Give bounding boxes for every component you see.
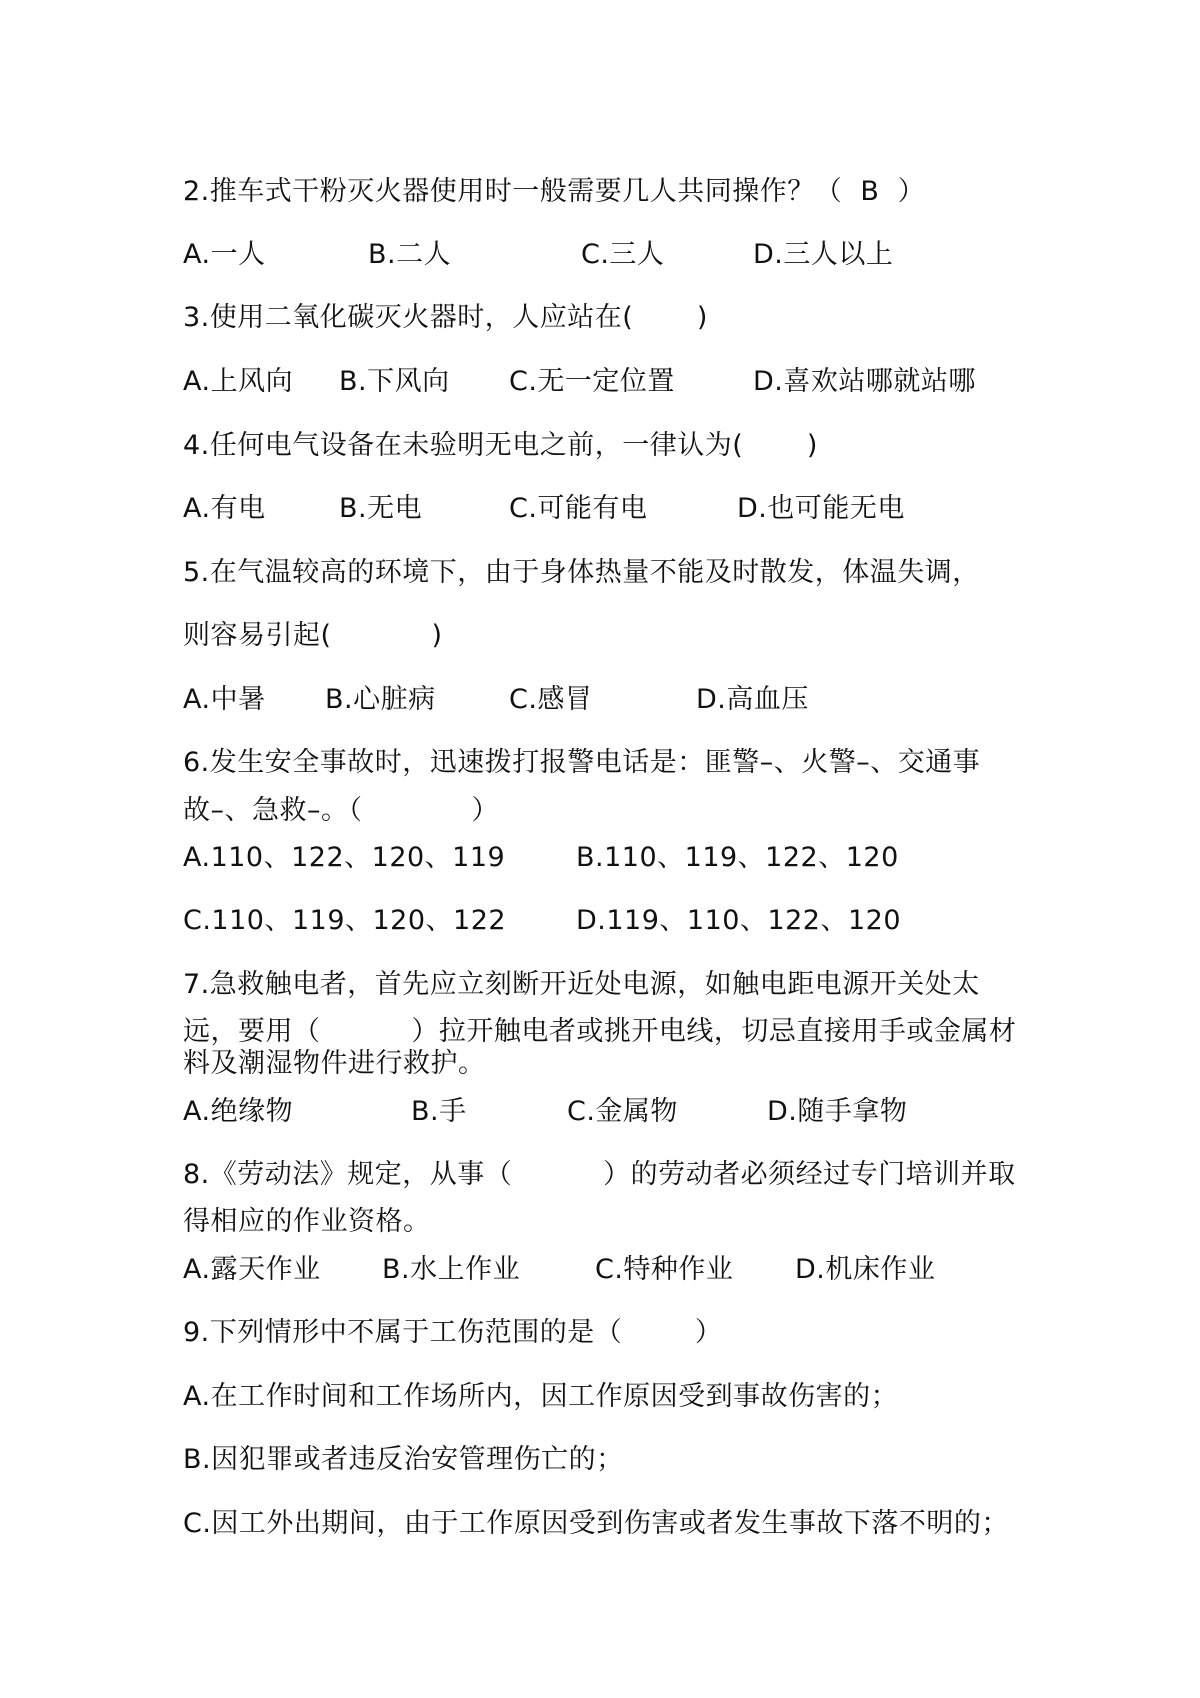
question-4-option-a: A.有电: [183, 493, 266, 524]
question-8-option-c: C.特种作业: [595, 1254, 734, 1285]
question-8-option-b: B.水上作业: [382, 1254, 521, 1285]
question-5-option-a: A.中暑: [183, 684, 266, 715]
question-3-option-c: C.无一定位置: [509, 366, 675, 397]
question-6-option-c: C.110、119、120、122: [183, 905, 507, 936]
question-7-stem-line-2: 远，要用（ ）拉开触电者或挑开电线，切忌直接用手或金属材: [183, 1016, 1017, 1047]
question-9-option-a: A.在工作时间和工作场所内，因工作原因受到事故伤害的；: [183, 1381, 899, 1412]
question-6-option-d: D.119、110、122、120: [576, 905, 902, 936]
question-4-option-c: C.可能有电: [509, 493, 648, 524]
question-7-option-d: D.随手拿物: [767, 1096, 908, 1127]
question-6-option-a: A.110、122、120、119: [183, 842, 506, 873]
question-8-stem-line-1: 8.《劳动法》规定，从事（ ）的劳动者必须经过专门培训并取: [183, 1159, 1016, 1190]
question-9-option-b: B.因犯罪或者违反治安管理伤亡的；: [183, 1444, 624, 1475]
question-4-option-b: B.无电: [339, 493, 423, 524]
question-7-option-c: C.金属物: [567, 1096, 678, 1127]
question-4-stem: 4.任何电气设备在未验明无电之前，一律认为( ): [183, 430, 818, 461]
question-8-option-d: D.机床作业: [795, 1254, 936, 1285]
question-6-option-b: B.110、119、122、120: [576, 842, 899, 873]
question-5-option-d: D.高血压: [696, 684, 809, 715]
question-9-option-c: C.因工外出期间，由于工作原因受到伤害或者发生事故下落不明的；: [183, 1508, 1009, 1539]
question-8-stem-line-2: 得相应的作业资格。: [183, 1206, 431, 1237]
question-4-option-d: D.也可能无电: [737, 493, 905, 524]
question-5-option-b: B.心脏病: [325, 684, 436, 715]
question-5-option-c: C.感冒: [509, 684, 593, 715]
question-6-stem-line-2: 故–、急救–。（ ）: [183, 795, 499, 826]
question-7-stem-line-1: 7.急救触电者，首先应立刻断开近处电源，如触电距电源开关处太: [183, 969, 980, 1000]
question-8-option-a: A.露天作业: [183, 1254, 321, 1285]
question-7-stem-line-3: 料及潮湿物件进行救护。: [183, 1048, 486, 1079]
question-3-option-b: B.下风向: [339, 366, 450, 397]
question-2-stem: 2.推车式干粉灭火器使用时一般需要几人共同操作？（ B ）: [183, 176, 926, 207]
question-3-stem: 3.使用二氧化碳灭火器时，人应站在( ): [183, 302, 708, 333]
question-2-option-c: C.三人: [581, 239, 665, 270]
question-7-option-b: B.手: [411, 1096, 467, 1127]
question-5-stem-line-1: 5.在气温较高的环境下，由于身体热量不能及时散发，体温失调，: [183, 557, 980, 588]
question-5-stem-line-2: 则容易引起( ): [183, 620, 443, 651]
question-3-option-a: A.上风向: [183, 366, 294, 397]
question-9-stem: 9.下列情形中不属于工伤范围的是（ ）: [183, 1317, 723, 1348]
question-6-stem-line-1: 6.发生安全事故时，迅速拨打报警电话是：匪警–、火警–、交通事: [183, 747, 981, 778]
question-2-option-d: D.三人以上: [753, 239, 894, 270]
question-7-option-a: A.绝缘物: [183, 1096, 294, 1127]
question-2-option-b: B.二人: [368, 239, 452, 270]
question-3-option-d: D.喜欢站哪就站哪: [753, 366, 976, 397]
question-2-option-a: A.一人: [183, 239, 266, 270]
